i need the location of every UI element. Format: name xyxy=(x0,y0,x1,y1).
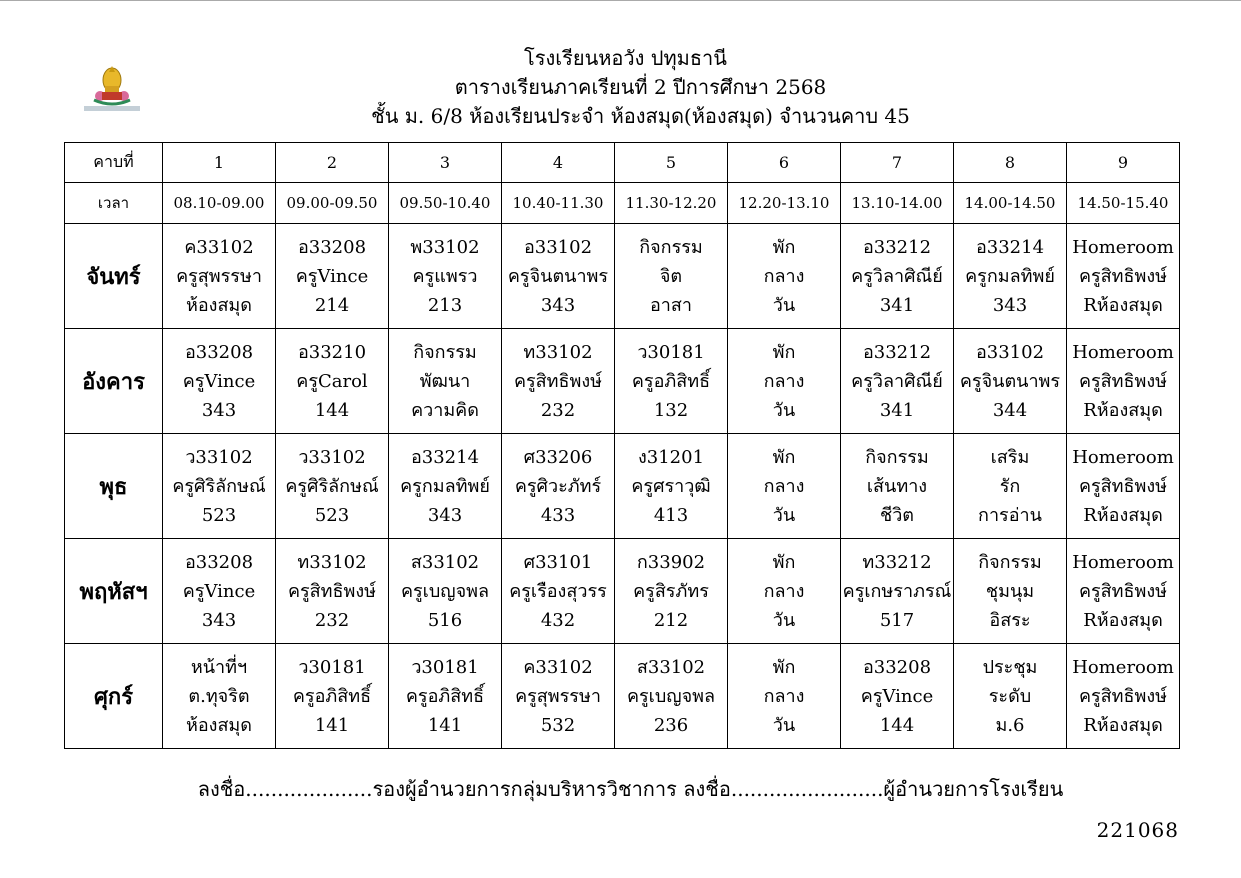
class-cell xyxy=(615,329,728,434)
period-header-row xyxy=(65,143,1180,183)
room-number: ความคิด xyxy=(411,399,479,421)
room-number: 432 xyxy=(540,609,576,631)
class-cell xyxy=(163,644,276,749)
time-slot: 09.50-10.40 xyxy=(389,183,502,224)
period-number: 4 xyxy=(502,143,615,183)
room-number: 144 xyxy=(314,399,350,421)
time-slot: 14.00-14.50 xyxy=(954,183,1067,224)
subject-code: ส33102 xyxy=(410,551,480,573)
subject-code: อ33208 xyxy=(184,341,254,363)
signature-line: ลงชื่อ....................รองผู้อำนวยการกลุ่มบริหารวิชาการ ลงชื่อ........................ผู้อำนวยการโรงเรียน xyxy=(197,777,1064,801)
teacher-name: ครูCarol xyxy=(296,370,368,392)
teacher-name: ครูสุพรรษา xyxy=(515,685,601,707)
subject-code: หน้าที่ฯ xyxy=(190,656,248,678)
subject-code: ก33902 xyxy=(636,551,706,573)
timetable xyxy=(64,142,1180,749)
room-number: 343 xyxy=(201,399,237,421)
room-number: Rห้องสมุด xyxy=(1083,504,1163,526)
subject-code: อ33214 xyxy=(410,446,480,468)
room-number: วัน xyxy=(772,609,796,631)
subject-code: ค33102 xyxy=(184,236,254,258)
teacher-name: ครูสิทธิพงษ์ xyxy=(1078,265,1168,287)
period-number: 6 xyxy=(728,143,841,183)
period-number: 1 xyxy=(163,143,276,183)
class-cell xyxy=(841,539,954,644)
teacher-name: ครูอภิสิทธิ์ xyxy=(292,685,372,707)
room-number: ห้องสมุด xyxy=(185,294,252,316)
class-cell xyxy=(389,224,502,329)
period-number: 2 xyxy=(276,143,389,183)
room-number: 232 xyxy=(314,609,350,631)
class-cell xyxy=(502,329,615,434)
teacher-name: ครูจินตนาพร xyxy=(959,370,1061,392)
room-number: ห้องสมุด xyxy=(185,714,252,736)
room-number: 516 xyxy=(427,609,463,631)
time-slot: 14.50-15.40 xyxy=(1067,183,1180,224)
subject-code: พัก xyxy=(772,236,796,258)
teacher-name: ครูสิทธิพงษ์ xyxy=(1078,580,1168,602)
class-cell xyxy=(502,539,615,644)
teacher-name: เส้นทาง xyxy=(866,475,928,497)
day-name: อังคาร xyxy=(65,329,163,434)
class-cell xyxy=(728,539,841,644)
teacher-name: จิต xyxy=(659,265,683,287)
room-number: 132 xyxy=(653,399,689,421)
day-row xyxy=(65,644,1180,749)
subject-code: กิจกรรม xyxy=(413,341,477,363)
class-cell xyxy=(163,224,276,329)
room-number: 213 xyxy=(427,294,463,316)
period-number: 7 xyxy=(841,143,954,183)
subject-code: Homeroom xyxy=(1072,236,1174,258)
teacher-name: ครูอภิสิทธิ์ xyxy=(631,370,711,392)
subject-code: ค33102 xyxy=(523,656,593,678)
day-row xyxy=(65,539,1180,644)
room-number: อาสา xyxy=(649,294,692,316)
room-number: Rห้องสมุด xyxy=(1083,294,1163,316)
teacher-name: กลาง xyxy=(763,580,805,602)
subject-code: อ33208 xyxy=(184,551,254,573)
room-number: 343 xyxy=(992,294,1028,316)
teacher-name: ครูเบญจพล xyxy=(626,685,716,707)
teacher-name: ครูอภิสิทธิ์ xyxy=(405,685,485,707)
teacher-name: ครูVince xyxy=(860,685,934,707)
time-slot: 11.30-12.20 xyxy=(615,183,728,224)
class-cell xyxy=(954,329,1067,434)
teacher-name: ครูสิทธิพงษ์ xyxy=(1078,370,1168,392)
class-cell xyxy=(276,329,389,434)
room-number: วัน xyxy=(772,714,796,736)
room-number: Rห้องสมุด xyxy=(1083,714,1163,736)
room-number: วัน xyxy=(772,294,796,316)
class-cell xyxy=(1067,329,1180,434)
period-number: 3 xyxy=(389,143,502,183)
top-border-line xyxy=(0,0,1241,1)
class-cell xyxy=(954,224,1067,329)
teacher-name: ครูVince xyxy=(182,580,256,602)
room-number: Rห้องสมุด xyxy=(1083,399,1163,421)
teacher-name: ครูสิทธิพงษ์ xyxy=(1078,685,1168,707)
class-cell xyxy=(954,644,1067,749)
subject-code: ง31201 xyxy=(637,446,705,468)
class-cell xyxy=(502,224,615,329)
class-cell xyxy=(389,539,502,644)
class-cell xyxy=(728,329,841,434)
subject-code: เสริม xyxy=(990,446,1030,468)
class-cell xyxy=(276,434,389,539)
day-name: ศุกร์ xyxy=(65,644,163,749)
teacher-name: กลาง xyxy=(763,685,805,707)
class-cell xyxy=(1067,434,1180,539)
subject-code: อ33214 xyxy=(975,236,1045,258)
subject-code: กิจกรรม xyxy=(865,446,929,468)
subject-code: ว33102 xyxy=(185,446,253,468)
class-cell xyxy=(954,434,1067,539)
time-slot: 12.20-13.10 xyxy=(728,183,841,224)
subject-code: ส33102 xyxy=(636,656,706,678)
room-number: 212 xyxy=(653,609,689,631)
room-number: 523 xyxy=(201,504,237,526)
time-slot: 13.10-14.00 xyxy=(841,183,954,224)
class-cell xyxy=(502,644,615,749)
time-label: เวลา xyxy=(65,183,163,224)
room-number: วัน xyxy=(772,399,796,421)
teacher-name: ครูสิทธิพงษ์ xyxy=(287,580,377,602)
class-cell xyxy=(841,434,954,539)
time-row xyxy=(65,183,1180,224)
class-cell xyxy=(276,539,389,644)
teacher-name: ครูสุพรรษา xyxy=(176,265,262,287)
subject-code: กิจกรรม xyxy=(639,236,703,258)
teacher-name: ครูวิลาศิณีย์ xyxy=(851,265,943,287)
school-name: โรงเรียนหอวัง ปทุมธานี xyxy=(524,46,727,70)
teacher-name: ครูเรืองสุวรร xyxy=(509,580,607,602)
teacher-name: ครูสิรภัทร xyxy=(633,580,709,602)
subject-code: Homeroom xyxy=(1072,341,1174,363)
room-number: 214 xyxy=(314,294,350,316)
class-cell xyxy=(954,539,1067,644)
teacher-name: ชุมนุม xyxy=(985,580,1035,602)
period-label: คาบที่ xyxy=(65,143,163,183)
class-cell xyxy=(389,329,502,434)
subject-code: ศ33206 xyxy=(523,446,593,468)
time-slot: 09.00-09.50 xyxy=(276,183,389,224)
room-number: 413 xyxy=(653,504,689,526)
room-number: 523 xyxy=(314,504,350,526)
day-row xyxy=(65,434,1180,539)
time-slot: 08.10-09.00 xyxy=(163,183,276,224)
room-number: 433 xyxy=(540,504,576,526)
teacher-name: พัฒนา xyxy=(419,370,471,392)
class-cell xyxy=(615,224,728,329)
subject-code: อ33212 xyxy=(862,236,932,258)
teacher-name: ครูกมลทิพย์ xyxy=(965,265,1055,287)
room-number: วัน xyxy=(772,504,796,526)
room-number: 236 xyxy=(653,714,689,736)
subject-code: อ33210 xyxy=(297,341,367,363)
class-cell xyxy=(728,434,841,539)
subject-code: Homeroom xyxy=(1072,551,1174,573)
teacher-name: ครูวิลาศิณีย์ xyxy=(851,370,943,392)
time-slot: 10.40-11.30 xyxy=(502,183,615,224)
class-cell xyxy=(1067,644,1180,749)
subject-code: ท33212 xyxy=(862,551,932,573)
room-number: 343 xyxy=(201,609,237,631)
subject-code: ว30181 xyxy=(298,656,366,678)
document-header xyxy=(0,44,1241,131)
teacher-name: กลาง xyxy=(763,475,805,497)
room-number: 532 xyxy=(540,714,576,736)
room-number: 517 xyxy=(879,609,915,631)
subject-code: ประชุม xyxy=(982,656,1038,678)
subject-code: กิจกรรม xyxy=(978,551,1042,573)
room-number: 232 xyxy=(540,399,576,421)
teacher-name: ครูVince xyxy=(295,265,369,287)
room-number: 141 xyxy=(314,714,350,736)
subject-code: อ33212 xyxy=(862,341,932,363)
teacher-name: ต.ทุจริต xyxy=(188,685,250,707)
room-number: 344 xyxy=(992,399,1028,421)
room-number: ชีวิต xyxy=(879,504,914,526)
subject-code: พัก xyxy=(772,656,796,678)
class-info: ชั้น ม. 6/8 ห้องเรียนประจำ ห้องสมุด(ห้องสมุด) จำนวนคาบ 45 xyxy=(371,104,910,128)
teacher-name: ครูสิทธิพงษ์ xyxy=(1078,475,1168,497)
subject-code: ท33102 xyxy=(523,341,593,363)
subject-code: พัก xyxy=(772,551,796,573)
class-cell xyxy=(615,644,728,749)
teacher-name: ครูแพรว xyxy=(412,265,478,287)
class-cell xyxy=(841,329,954,434)
subject-code: ว30181 xyxy=(411,656,479,678)
subject-code: อ33208 xyxy=(297,236,367,258)
room-number: 144 xyxy=(879,714,915,736)
period-number: 8 xyxy=(954,143,1067,183)
class-cell xyxy=(163,434,276,539)
class-cell xyxy=(841,644,954,749)
day-name: จันทร์ xyxy=(65,224,163,329)
subject-code: ศ33101 xyxy=(523,551,593,573)
day-row xyxy=(65,329,1180,434)
subject-code: พ33102 xyxy=(410,236,480,258)
teacher-name: รัก xyxy=(999,475,1021,497)
class-cell xyxy=(163,539,276,644)
teacher-name: ครูศราวุฒิ xyxy=(631,475,711,497)
day-name: พฤหัสฯ xyxy=(65,539,163,644)
teacher-name: ครูจินตนาพร xyxy=(507,265,609,287)
class-cell xyxy=(841,224,954,329)
subject-code: พัก xyxy=(772,446,796,468)
teacher-name: ครูเบญจพล xyxy=(400,580,490,602)
teacher-name: ครูVince xyxy=(182,370,256,392)
subject-code: ท33102 xyxy=(297,551,367,573)
teacher-name: ครูศิวะภัทร์ xyxy=(514,475,602,497)
class-cell xyxy=(728,224,841,329)
room-number: 343 xyxy=(427,504,463,526)
subject-code: Homeroom xyxy=(1072,656,1174,678)
document-code: 221068 xyxy=(1096,818,1179,842)
class-cell xyxy=(615,539,728,644)
room-number: 341 xyxy=(879,399,915,421)
subject-code: อ33102 xyxy=(975,341,1045,363)
class-cell xyxy=(502,434,615,539)
teacher-name: ครูสิทธิพงษ์ xyxy=(513,370,603,392)
subject-code: พัก xyxy=(772,341,796,363)
class-cell xyxy=(389,644,502,749)
subject-code: อ33102 xyxy=(523,236,593,258)
class-cell xyxy=(276,224,389,329)
class-cell xyxy=(1067,224,1180,329)
subject-code: อ33208 xyxy=(862,656,932,678)
day-rows xyxy=(65,224,1180,749)
teacher-name: ระดับ xyxy=(988,685,1032,707)
teacher-name: กลาง xyxy=(763,265,805,287)
teacher-name: กลาง xyxy=(763,370,805,392)
teacher-name: ครูเกษราภรณ์ xyxy=(842,580,952,602)
room-number: อิสระ xyxy=(989,609,1031,631)
teacher-name: ครูกมลทิพย์ xyxy=(400,475,490,497)
room-number: ม.6 xyxy=(995,714,1025,736)
room-number: 341 xyxy=(879,294,915,316)
room-number: การอ่าน xyxy=(978,504,1042,526)
class-cell xyxy=(163,329,276,434)
class-cell xyxy=(1067,539,1180,644)
day-name: พุธ xyxy=(65,434,163,539)
period-number: 5 xyxy=(615,143,728,183)
subject-code: ว33102 xyxy=(298,446,366,468)
period-number: 9 xyxy=(1067,143,1180,183)
room-number: Rห้องสมุด xyxy=(1083,609,1163,631)
class-cell xyxy=(728,644,841,749)
class-cell xyxy=(276,644,389,749)
teacher-name: ครูศิริลักษณ์ xyxy=(285,475,379,497)
class-cell xyxy=(389,434,502,539)
term-title: ตารางเรียนภาคเรียนที่ 2 ปีการศึกษา 2568 xyxy=(454,75,827,99)
room-number: 141 xyxy=(427,714,463,736)
subject-code: Homeroom xyxy=(1072,446,1174,468)
subject-code: ว30181 xyxy=(637,341,705,363)
room-number: 343 xyxy=(540,294,576,316)
teacher-name: ครูศิริลักษณ์ xyxy=(172,475,266,497)
day-row xyxy=(65,224,1180,329)
class-cell xyxy=(615,434,728,539)
